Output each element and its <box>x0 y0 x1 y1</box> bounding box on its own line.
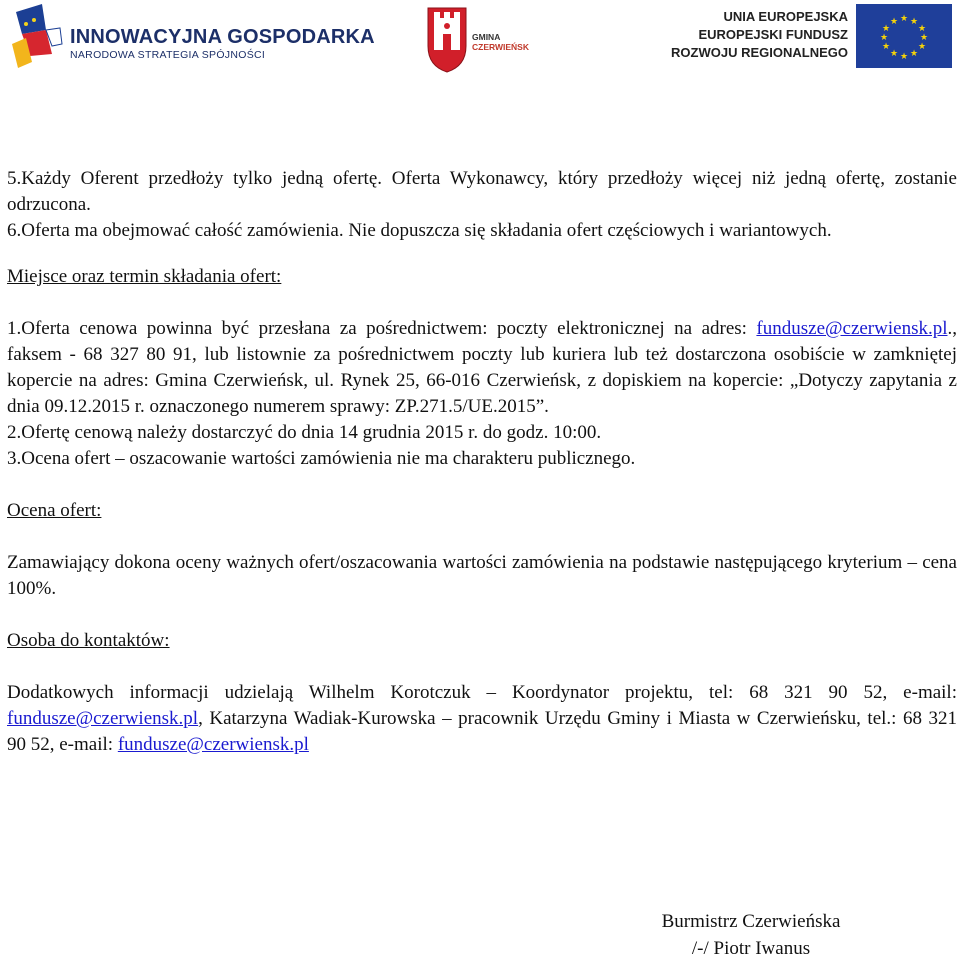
eu-text <box>671 8 848 62</box>
item-1 <box>7 316 957 420</box>
svg-text:★: ★ <box>917 24 927 34</box>
kontakt-heading <box>7 628 957 654</box>
svg-text:★: ★ <box>879 33 889 43</box>
point-6: 6.Oferta ma obejmować całość zamówienia. Nie dopuszcza się składania ofert częściowych i wariantowych. <box>7 220 832 241</box>
signature-title: Burmistrz Czerwieńska <box>661 911 841 932</box>
item-3: 3.Ocena ofert – oszacowanie wartości zamówienia nie ma charakteru publicznego. <box>7 448 636 469</box>
svg-text:★: ★ <box>899 52 909 62</box>
svg-text:★: ★ <box>909 49 919 59</box>
item-1-email-link[interactable]: fundusze@czerwiensk.pl <box>756 318 948 339</box>
ocena-heading-text: Ocena ofert: <box>7 500 102 521</box>
coat-of-arms-icon <box>424 4 470 74</box>
svg-text:★: ★ <box>909 17 919 27</box>
item-1-text-a: 1.Oferta cenowa powinna być przesłana za pośrednictwem: poczty elektronicznej na adres: <box>7 318 757 339</box>
eu-line3: ROZWOJU REGIONALNEGO <box>671 45 848 60</box>
kontakt-text <box>7 680 957 758</box>
gmina-line1: GMINA <box>472 32 501 42</box>
eu-flag-icon <box>856 4 952 68</box>
miejsce-heading-text: Miejsce oraz termin składania ofert: <box>7 266 282 287</box>
ocena-text: Zamawiający dokona oceny ważnych ofert/oszacowania wartości zamówienia na podstawie następującego kryterium – cena 100%. <box>7 552 957 599</box>
ig-emblem-icon <box>12 4 64 70</box>
innowacyjna-gospodarka-logo <box>12 4 375 72</box>
gmina-czerwiensk-logo <box>424 4 544 76</box>
ocena-heading <box>7 498 957 524</box>
miejsce-heading <box>7 264 957 290</box>
signature-block <box>636 908 866 962</box>
kontakt-email-link-2[interactable]: fundusze@czerwiensk.pl <box>117 734 309 755</box>
kontakt-heading-text: Osoba do kontaktów: <box>7 630 170 651</box>
signature-name: /-/ Piotr Iwanus <box>691 938 811 959</box>
item-1-text-b: ., faksem - 68 327 80 91, lub listownie za pośrednictwem poczty lub kuriera lub też dostarczona osobiście w zamkniętej kopercie na adres: Gmina Czerwieńsk, ul. Rynek 25, 66-016 Czerwieńsk, z dopiskiem na kopercie: „Dotyczy zapytania z dnia 09.12.2015 r. oznaczonego numerem sprawy: ZP.271.5/UE.2015”. <box>7 318 957 417</box>
point-5: 5.Każdy Oferent przedłoży tylko jedną ofertę. Oferta Wykonawcy, który przedłoży więcej niż jedną ofertę, zostanie odrzucona. <box>7 168 957 215</box>
kontakt-text-b: , Katarzyna Wadiak-Kurowska – pracownik Urzędu Gminy i Miasta w Czerwieńsku, tel.: 68 321 90 52, e-mail: <box>7 708 957 755</box>
svg-text:★: ★ <box>899 14 909 24</box>
svg-text:★: ★ <box>917 42 927 52</box>
kontakt-text-a: Dodatkowych informacji udzielają Wilhelm Korotczuk – Koordynator projektu, tel: 68 321 90 52, e-mail: <box>7 682 957 703</box>
ig-title: INNOWACYJNA GOSPODARKA <box>70 26 375 48</box>
gmina-line2: CZERWIEŃSK <box>472 42 529 52</box>
svg-text:★: ★ <box>889 49 899 59</box>
gmina-text <box>472 32 529 52</box>
ig-subtitle: NARODOWA STRATEGIA SPÓJNOŚCI <box>70 49 266 61</box>
eu-logo <box>671 4 952 70</box>
svg-text:★: ★ <box>881 42 891 52</box>
svg-text:★: ★ <box>889 17 899 27</box>
eu-line2: EUROPEJSKI FUNDUSZ <box>698 27 848 42</box>
eu-line1: UNIA EUROPEJSKA <box>723 9 848 24</box>
item-2: 2.Ofertę cenową należy dostarczyć do dnia 14 grudnia 2015 r. do godz. 10:00. <box>7 422 602 443</box>
svg-text:★: ★ <box>919 33 929 43</box>
svg-text:★: ★ <box>881 24 891 34</box>
kontakt-email-link-1[interactable]: fundusze@czerwiensk.pl <box>7 708 199 729</box>
logo-bar <box>0 0 960 80</box>
document-body <box>7 166 957 758</box>
